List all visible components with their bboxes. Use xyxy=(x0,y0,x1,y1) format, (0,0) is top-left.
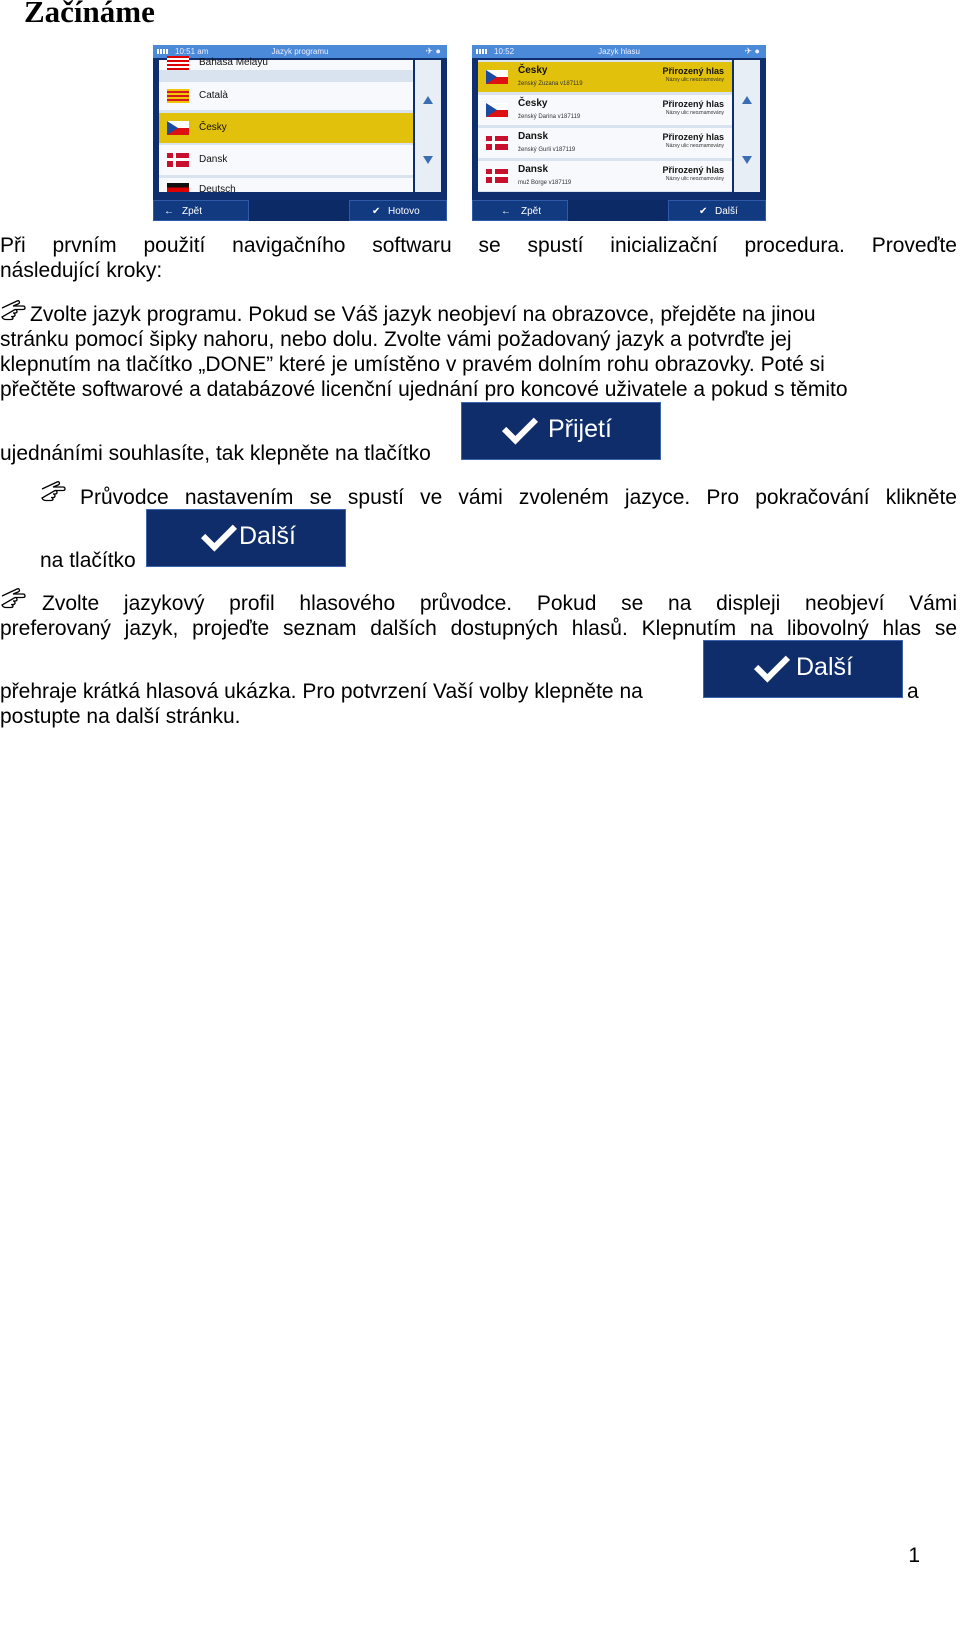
clock: 10:51 am xyxy=(175,47,209,56)
flag-icon xyxy=(167,153,189,167)
program-language-screenshot xyxy=(153,45,447,221)
language-item-catala[interactable]: Català xyxy=(159,82,413,110)
page-number: 1 xyxy=(908,1544,920,1567)
flag-icon xyxy=(486,70,508,84)
gps-icon: ✈ ● xyxy=(744,46,760,56)
flag-icon xyxy=(486,136,508,150)
step3-line-1: Zvolte jazykový profil hlasového průvodce. Pokud se na displeji neobjeví Vámi xyxy=(42,592,957,615)
flag-icon xyxy=(486,169,508,183)
scroll-down-icon[interactable] xyxy=(742,156,752,164)
intro-line-1: Při prvním použití navigačního softwaru se spustí inicializační procedura. Proveďte xyxy=(0,234,957,257)
language-item-cesky[interactable]: Česky xyxy=(159,113,413,143)
scroll-down-icon[interactable] xyxy=(423,156,433,164)
back-button[interactable]: ← Zpět xyxy=(472,200,568,221)
step2-line-2: na tlačítko xyxy=(40,549,136,572)
check-icon: ✔ xyxy=(699,206,708,217)
voice-item-4[interactable]: Dansk muž Borge v187119 Přirozený hlas Názvy ulic neoznamovány xyxy=(478,161,732,191)
step1-line-2: stránku pomocí šipky nahoru, nebo dolu. Zvolte vámi požadovaný jazyk a potvrďte jej xyxy=(0,328,792,351)
arrow-left-icon: ← xyxy=(164,206,174,217)
flag-icon xyxy=(167,121,189,135)
intro-line-2: následující kroky: xyxy=(0,259,163,282)
next-button[interactable]: Další xyxy=(146,509,346,567)
scrollbar[interactable] xyxy=(734,60,760,192)
step3-line-2: preferovaný jazyk, projeďte seznam dalších dostupných hlasů. Klepnutím na libovolný hlas se xyxy=(0,617,957,640)
screen-title: Jazyk hlasu xyxy=(598,47,640,56)
status-bar xyxy=(472,45,766,58)
flag-icon xyxy=(167,89,189,103)
pointing-hand-icon xyxy=(0,585,26,609)
step1-line-5: ujednáními souhlasíte, tak klepněte na tlačítko xyxy=(0,442,431,465)
screen-title: Jazyk programu xyxy=(271,47,329,56)
check-icon xyxy=(754,646,790,682)
step3-line-3-end: a xyxy=(907,680,919,703)
flag-icon xyxy=(167,56,189,70)
arrow-left-icon: ← xyxy=(501,206,511,217)
flag-icon xyxy=(167,183,189,192)
accept-button[interactable]: Přijetí xyxy=(461,402,661,460)
status-bar xyxy=(153,45,447,58)
pointing-hand-icon xyxy=(40,478,66,502)
pointing-hand-icon xyxy=(0,297,26,321)
step2-line-1: Průvodce nastavením se spustí ve vámi zvoleném jazyce. Pro pokračování klikněte xyxy=(80,486,957,509)
language-item-dansk[interactable]: Dansk xyxy=(159,145,413,175)
step1-line-1: Zvolte jazyk programu. Pokud se Váš jazyk neobjeví na obrazovce, přejděte na jinou xyxy=(30,303,816,326)
done-button[interactable]: ✔ Hotovo xyxy=(349,200,447,221)
back-button[interactable]: ← Zpět xyxy=(153,200,249,221)
voice-language-screenshot xyxy=(472,45,766,221)
clock: 10:52 xyxy=(494,47,515,56)
language-item-deutsch[interactable]: Deutsch xyxy=(159,178,413,192)
scroll-up-icon[interactable] xyxy=(423,96,433,104)
scrollbar[interactable] xyxy=(415,60,441,192)
check-icon xyxy=(502,408,538,444)
page-title: Začínáme xyxy=(24,0,155,29)
step3-line-3: přehraje krátká hlasová ukázka. Pro potvrzení Vaší volby klepněte na xyxy=(0,680,643,703)
scroll-up-icon[interactable] xyxy=(742,96,752,104)
voice-item-2[interactable]: Česky ženský Darina v187119 Přirozený hlas Názvy ulic neoznamovány xyxy=(478,95,732,125)
next-button[interactable]: ✔ Další xyxy=(668,200,766,221)
next-button[interactable]: Další xyxy=(703,640,903,698)
gps-icon: ✈ ● xyxy=(425,46,441,56)
check-icon xyxy=(201,515,237,551)
step3-line-4: postupte na další stránku. xyxy=(0,705,241,728)
voice-item-3[interactable]: Dansk ženský Gurli v187119 Přirozený hlas Názvy ulic neoznamovány xyxy=(478,128,732,158)
step1-line-3: klepnutím na tlačítko „DONE” které je umístěno v pravém dolním rohu obrazovky. Poté si xyxy=(0,353,825,376)
voice-item-1[interactable]: Česky ženský Zuzana v187119 Přirozený hlas Názvy ulic neoznamovány xyxy=(478,62,732,92)
language-item-bahasa[interactable]: Bahasa Melayu xyxy=(159,60,413,70)
flag-icon xyxy=(486,103,508,117)
step1-line-4: přečtěte softwarové a databázové licenční ujednání pro koncové uživatele a pokud s těmito xyxy=(0,378,848,401)
check-icon: ✔ xyxy=(372,206,381,217)
